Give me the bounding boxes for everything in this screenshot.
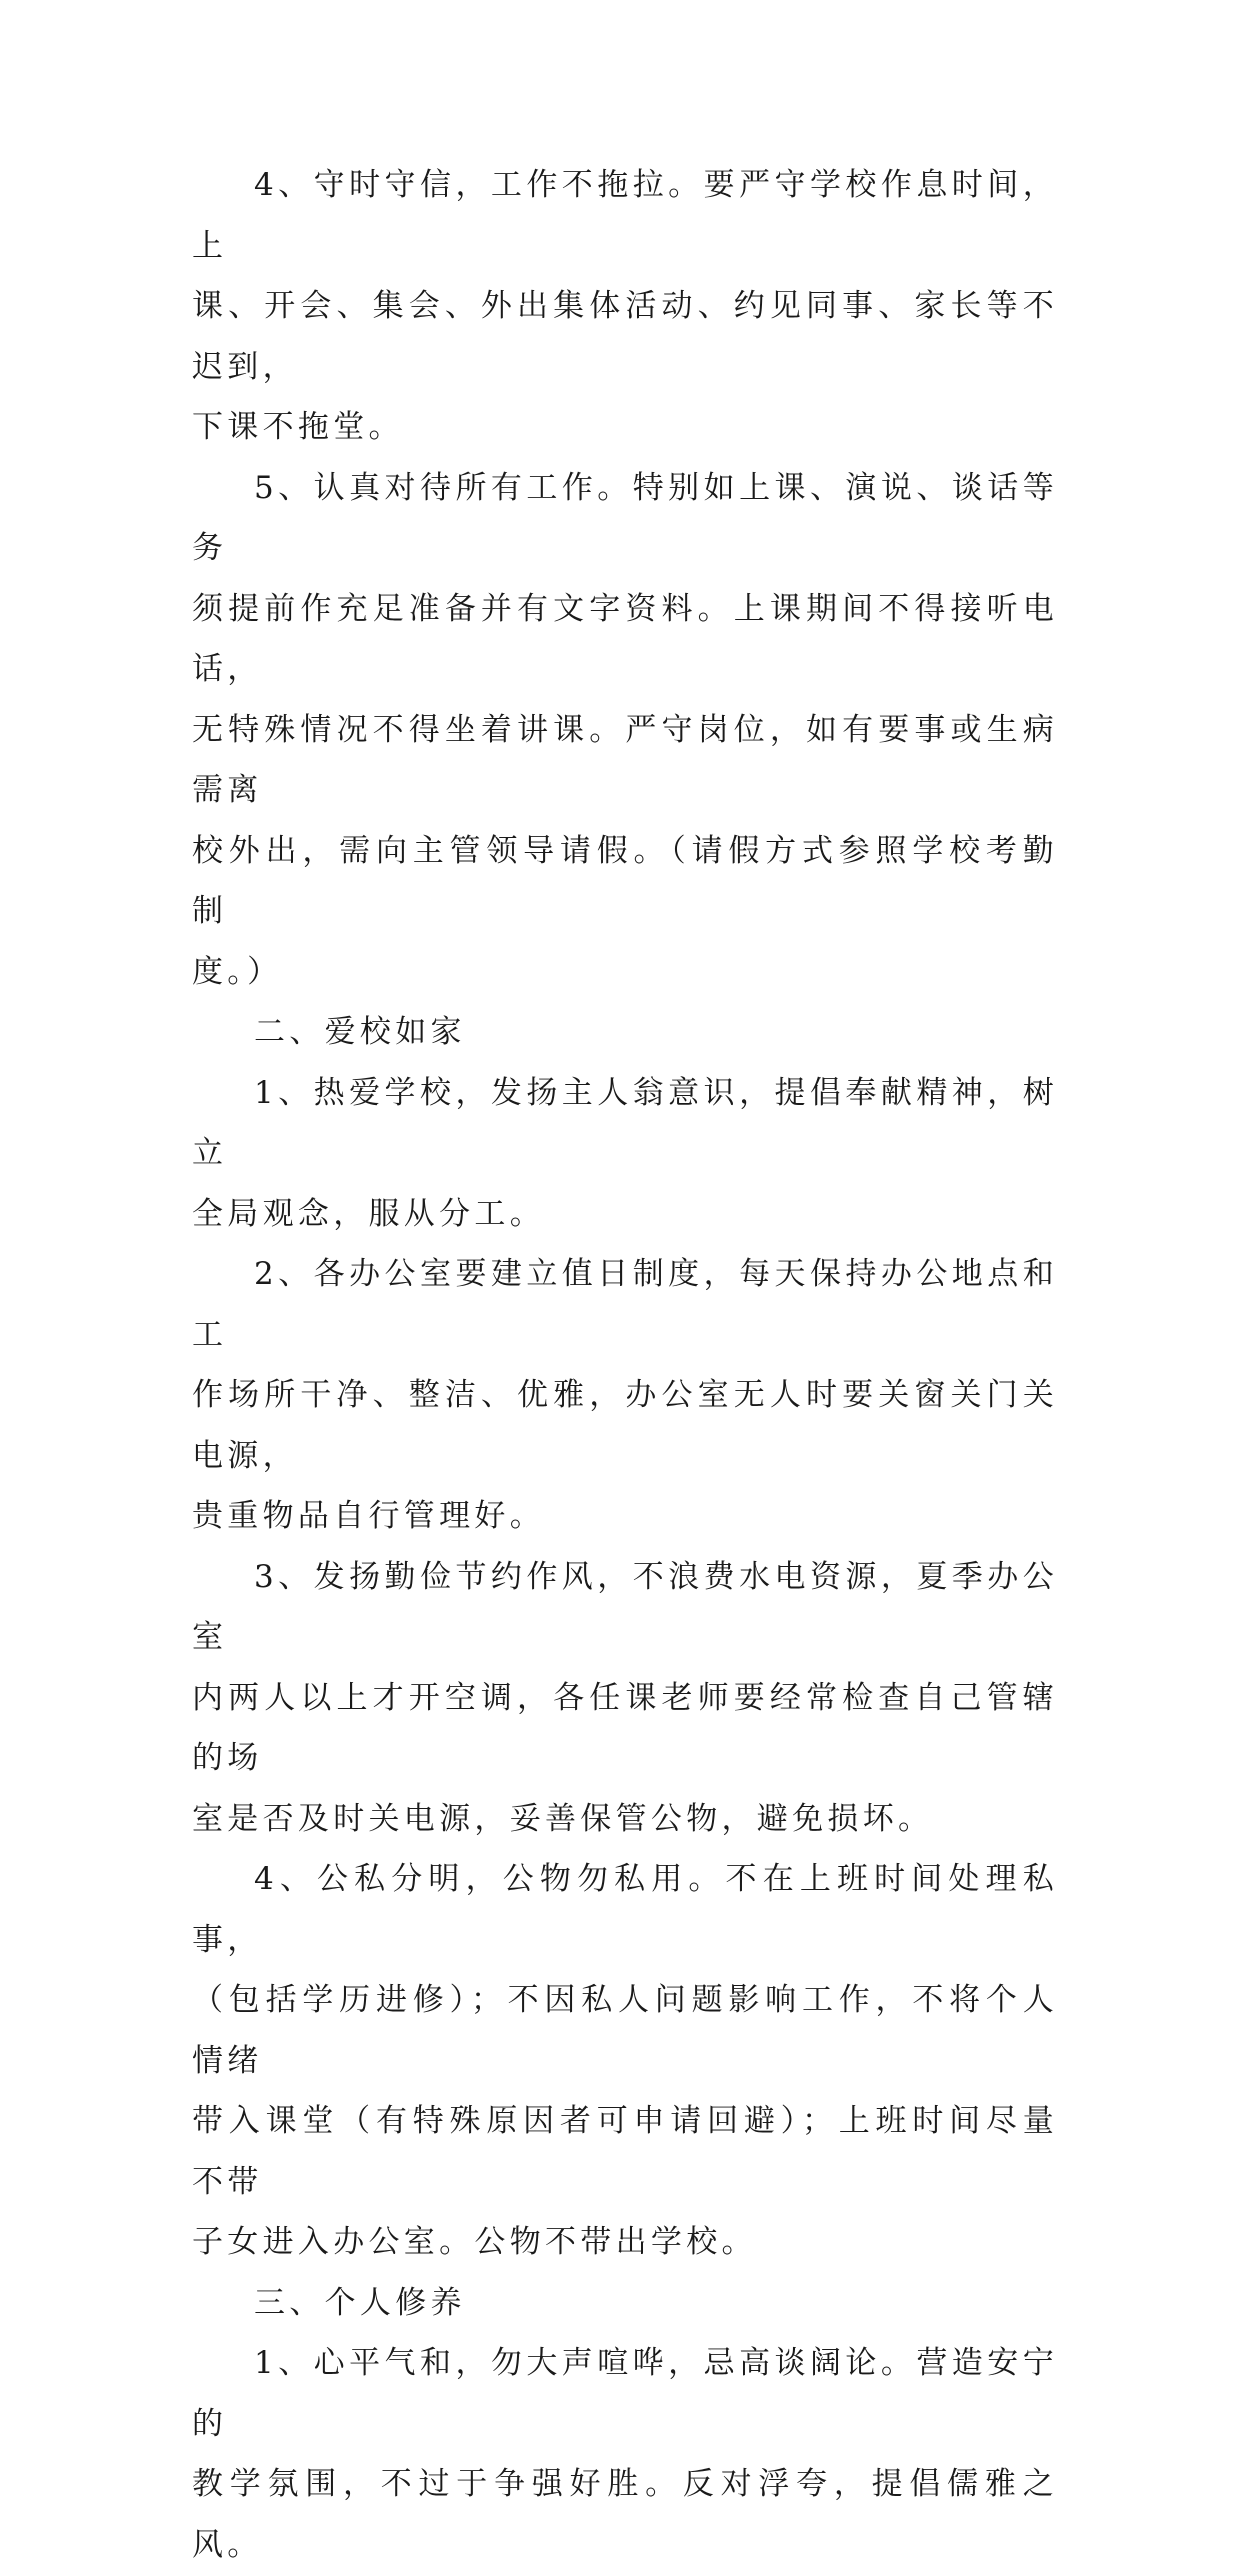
section-heading-personal-cultivation: 三、个人修养 xyxy=(254,2284,466,2321)
paragraph-item-1-calm: 1、心平气和，勿大声喧哗，忌高谈阔论。营造安宁的 教学氛围，不过于争强好胜。反对浮夸，提倡儒雅之风。 xyxy=(192,2345,1058,2563)
paragraph-item-3-thrift: 3、发扬勤俭节约作风，不浪费水电资源，夏季办公室 内两人以上才开空调，各任课老师要经常检查自己管辖的场 室是否及时关电源，妥善保管公物，避免损坏。 xyxy=(192,1558,1058,1837)
paragraph-item-4-punctuality: 4、守时守信，工作不拖拉。要严守学校作息时间，上 课、开会、集会、外出集体活动、约见同事、家长等不迟到， 下课不拖堂。 xyxy=(192,167,1058,445)
section-heading-love-school: 二、爱校如家 xyxy=(254,1014,466,1050)
paragraph-item-2-duty-system: 2、各办公室要建立值日制度，每天保持办公地点和工 作场所干净、整洁、优雅，办公室无人时要关窗关门关电源， 贵重物品自行管理好。 xyxy=(192,1256,1058,1534)
paragraph-item-4-public-private: 4、公私分明，公物勿私用。不在上班时间处理私事， （包括学历进修）；不因私人问题影响工作，不将个人情绪 带入课堂（有特殊原因者可申请回避）；上班时间尽量不带 子女进入办公室。公物不带出学校。 xyxy=(192,1861,1058,2260)
paragraph-item-1-love-school: 1、热爱学校，发扬主人翁意识，提倡奉献精神，树立 全局观念，服从分工。 xyxy=(192,1074,1058,1232)
paragraph-item-5-diligence: 5、认真对待所有工作。特别如上课、演说、谈话等务 须提前作充足准备并有文字资料。上课期间不得接听电话， 无特殊情况不得坐着讲课。严守岗位，如有要事或生病需离 校外出，需向主管领导请假。（请假方式参照学校考勤制 度。） xyxy=(192,469,1058,990)
document-body xyxy=(192,155,1058,2575)
